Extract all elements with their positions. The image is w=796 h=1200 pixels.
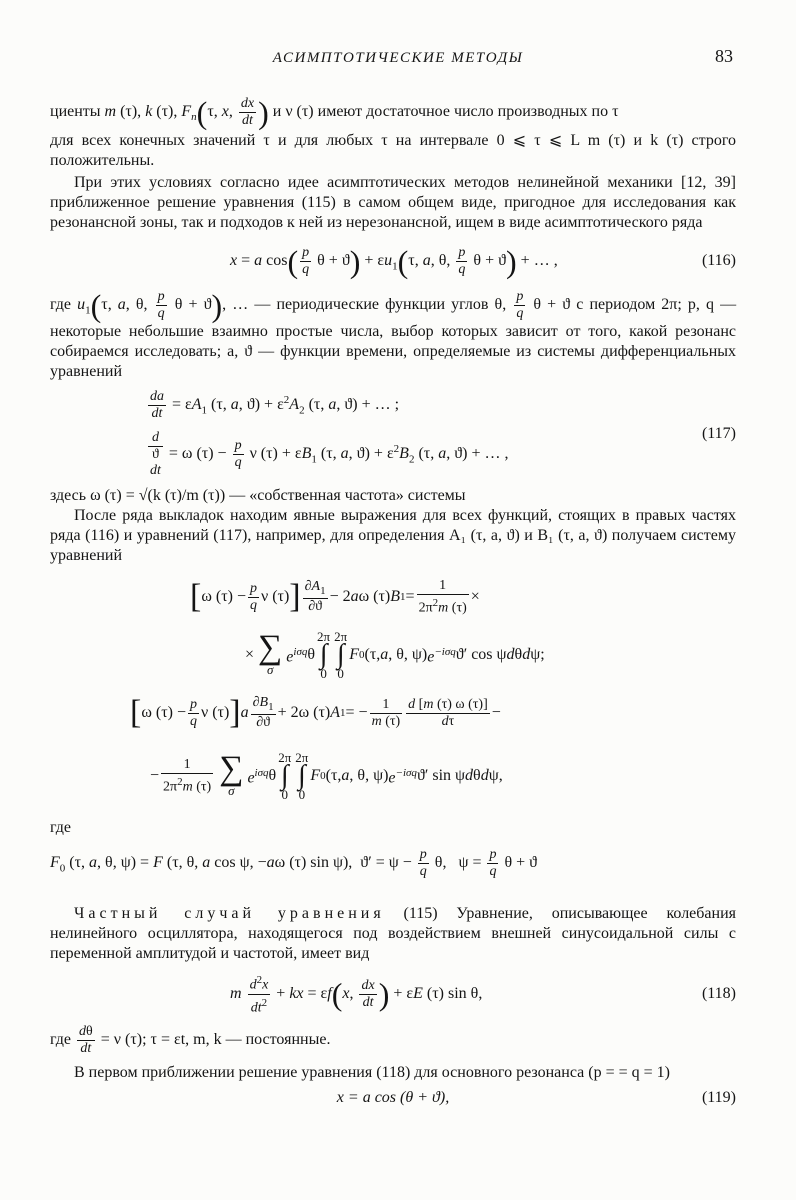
paragraph-6: Частный случай уравнения (115) Уравнение, описывающее колебания нелинейного осциллятора, находящегося под воздействием внешней синусоидальной силы с переменной амплитудой и частотой, имеет вид: [50, 905, 736, 962]
paragraph-4: здесь ω (τ) = √(k (τ)/m (τ)) — «собственная частота» системы: [50, 487, 466, 504]
paragraph-3: где $u_1(\tau$, a, θ, $\frac{p}{q}$ θ + ϑ), … — периодические функции углов θ, $\frac{p}{q}$ θ + ϑ с периодом 2π; p, q — некоторые небольшие взаимно простые числа, выбор которых зависит от того, какой резонанс собираемся исследовать; a, ϑ — функции времени, определяемые из системы дифференциальных уравнений: [50, 287, 737, 380]
equation-system: [ ω (τ) − $\frac{p}{q}$ ν (τ) ] $\frac{\partial A_1}{\partial ϑ}$ − 2 a ω (τ) B 1 = $\frac{1}{2\pi^2m (\tau)}$ × × ∑ σ $e^{i\sigma q}$ θ 2π ∫ 0 2π ∫ 0 F 0 (τ, a , θ, ψ) $e^{-i\sigma q}$ ϑ′ cos ψ d θ d ψ; [ ω (τ) − $\frac{p}{q}$ ν (τ) ] a $\frac{\partial B_1}{\partial ϑ}$ + 2ω (τ) A 1 = − $\frac{1}{m (\tau)}$ $\frac{d [m (\tau) \omega (\tau)]}{d\tau}$ − − $\frac{1}{2\pi^2m (\tau)}$ ∑ σ $e^{i\sigma q}$ θ 2π ∫ 0 2π ∫ 0 F 0 (τ, a , θ, ψ) $e^{-i\sigma q}$ ϑ′ sin ψ d θ d ψ,: [130, 577, 545, 802]
equation-f0-definition: $F_0$ (τ, a, θ, ψ) = F (τ, θ, a cos ψ, −aω (τ) sin ψ), ϑ′ = ψ − $\frac{p}{q}$ θ, ψ = $\frac{p}{q}$ θ + ϑ: [50, 846, 538, 879]
equation-119: x = a cos (θ + ϑ), (119): [336, 1089, 736, 1106]
page-number: 83: [715, 46, 733, 66]
equation-118: m $\frac{d^2x}{dt^2}$ + kx = εf(x, $\frac{dx}{dt}$ ) + εE (τ) sin θ, (118): [230, 973, 736, 1016]
paragraph-7: где $\frac{d\theta}{dt}$ = ν (τ); τ = εt, m, k — постоянные.: [50, 1024, 331, 1056]
equation-116: x = a cos( $\frac{p}{q}$ $\theta + ϑ) + \varepsilon u_1(\tau$, a, θ, $\frac{p}{q}$ θ + ϑ) + … , (116): [230, 243, 736, 279]
equation-117: $\frac{da}{dt}$ = $\varepsilon A_1$ (τ, a, $ϑ) + \varepsilon^2A_2$ (τ, a, ϑ) + … ; d ϑ dt = ω (τ) − $\frac{p}{q}$ ν $(\tau) + \varepsilon B_1$ (τ, a, $ϑ) + \varepsilon^2B_2$ (τ, a, ϑ) + … , (117): [150, 389, 736, 478]
paragraph-1-cont: для всех конечных значений τ и для любых τ на интервале 0 ⩽ τ ⩽ L m (τ) и k (τ) строго положительны.: [50, 132, 736, 169]
paragraph-5: После ряда выкладок находим явные выражения для всех функций, стоящих в правых частях ряда (116) и уравнений (117), например, для определения A₁ (τ, a, ϑ) и B₁ (τ, a, ϑ) получаем систему уравнений: [50, 507, 736, 564]
running-header-title: АСИМПТОТИЧЕСКИЕ МЕТОДЫ: [272, 50, 524, 66]
paragraph-8: В первом приближении решение уравнения (118) для основного резонанса (p = = q = 1): [74, 1064, 670, 1081]
paragraph-1: циенты m (τ), k (τ), $F_n(\tau$, x, $\frac{dx}{dt}$ ) и ν (τ) имеют достаточное число производных по τ: [50, 94, 619, 131]
where-label: где: [50, 819, 72, 836]
paragraph-2: При этих условиях согласно идее асимптотических методов нелинейной механики [12, 39] приближенное решение уравнения (115) в самом общем виде, пригодное для исследования как резонансной зоны, так и подходов к ней из нерезонансной, ищем в виде асимптотического ряда: [50, 174, 736, 231]
page-body: [50, 92, 736, 1113]
